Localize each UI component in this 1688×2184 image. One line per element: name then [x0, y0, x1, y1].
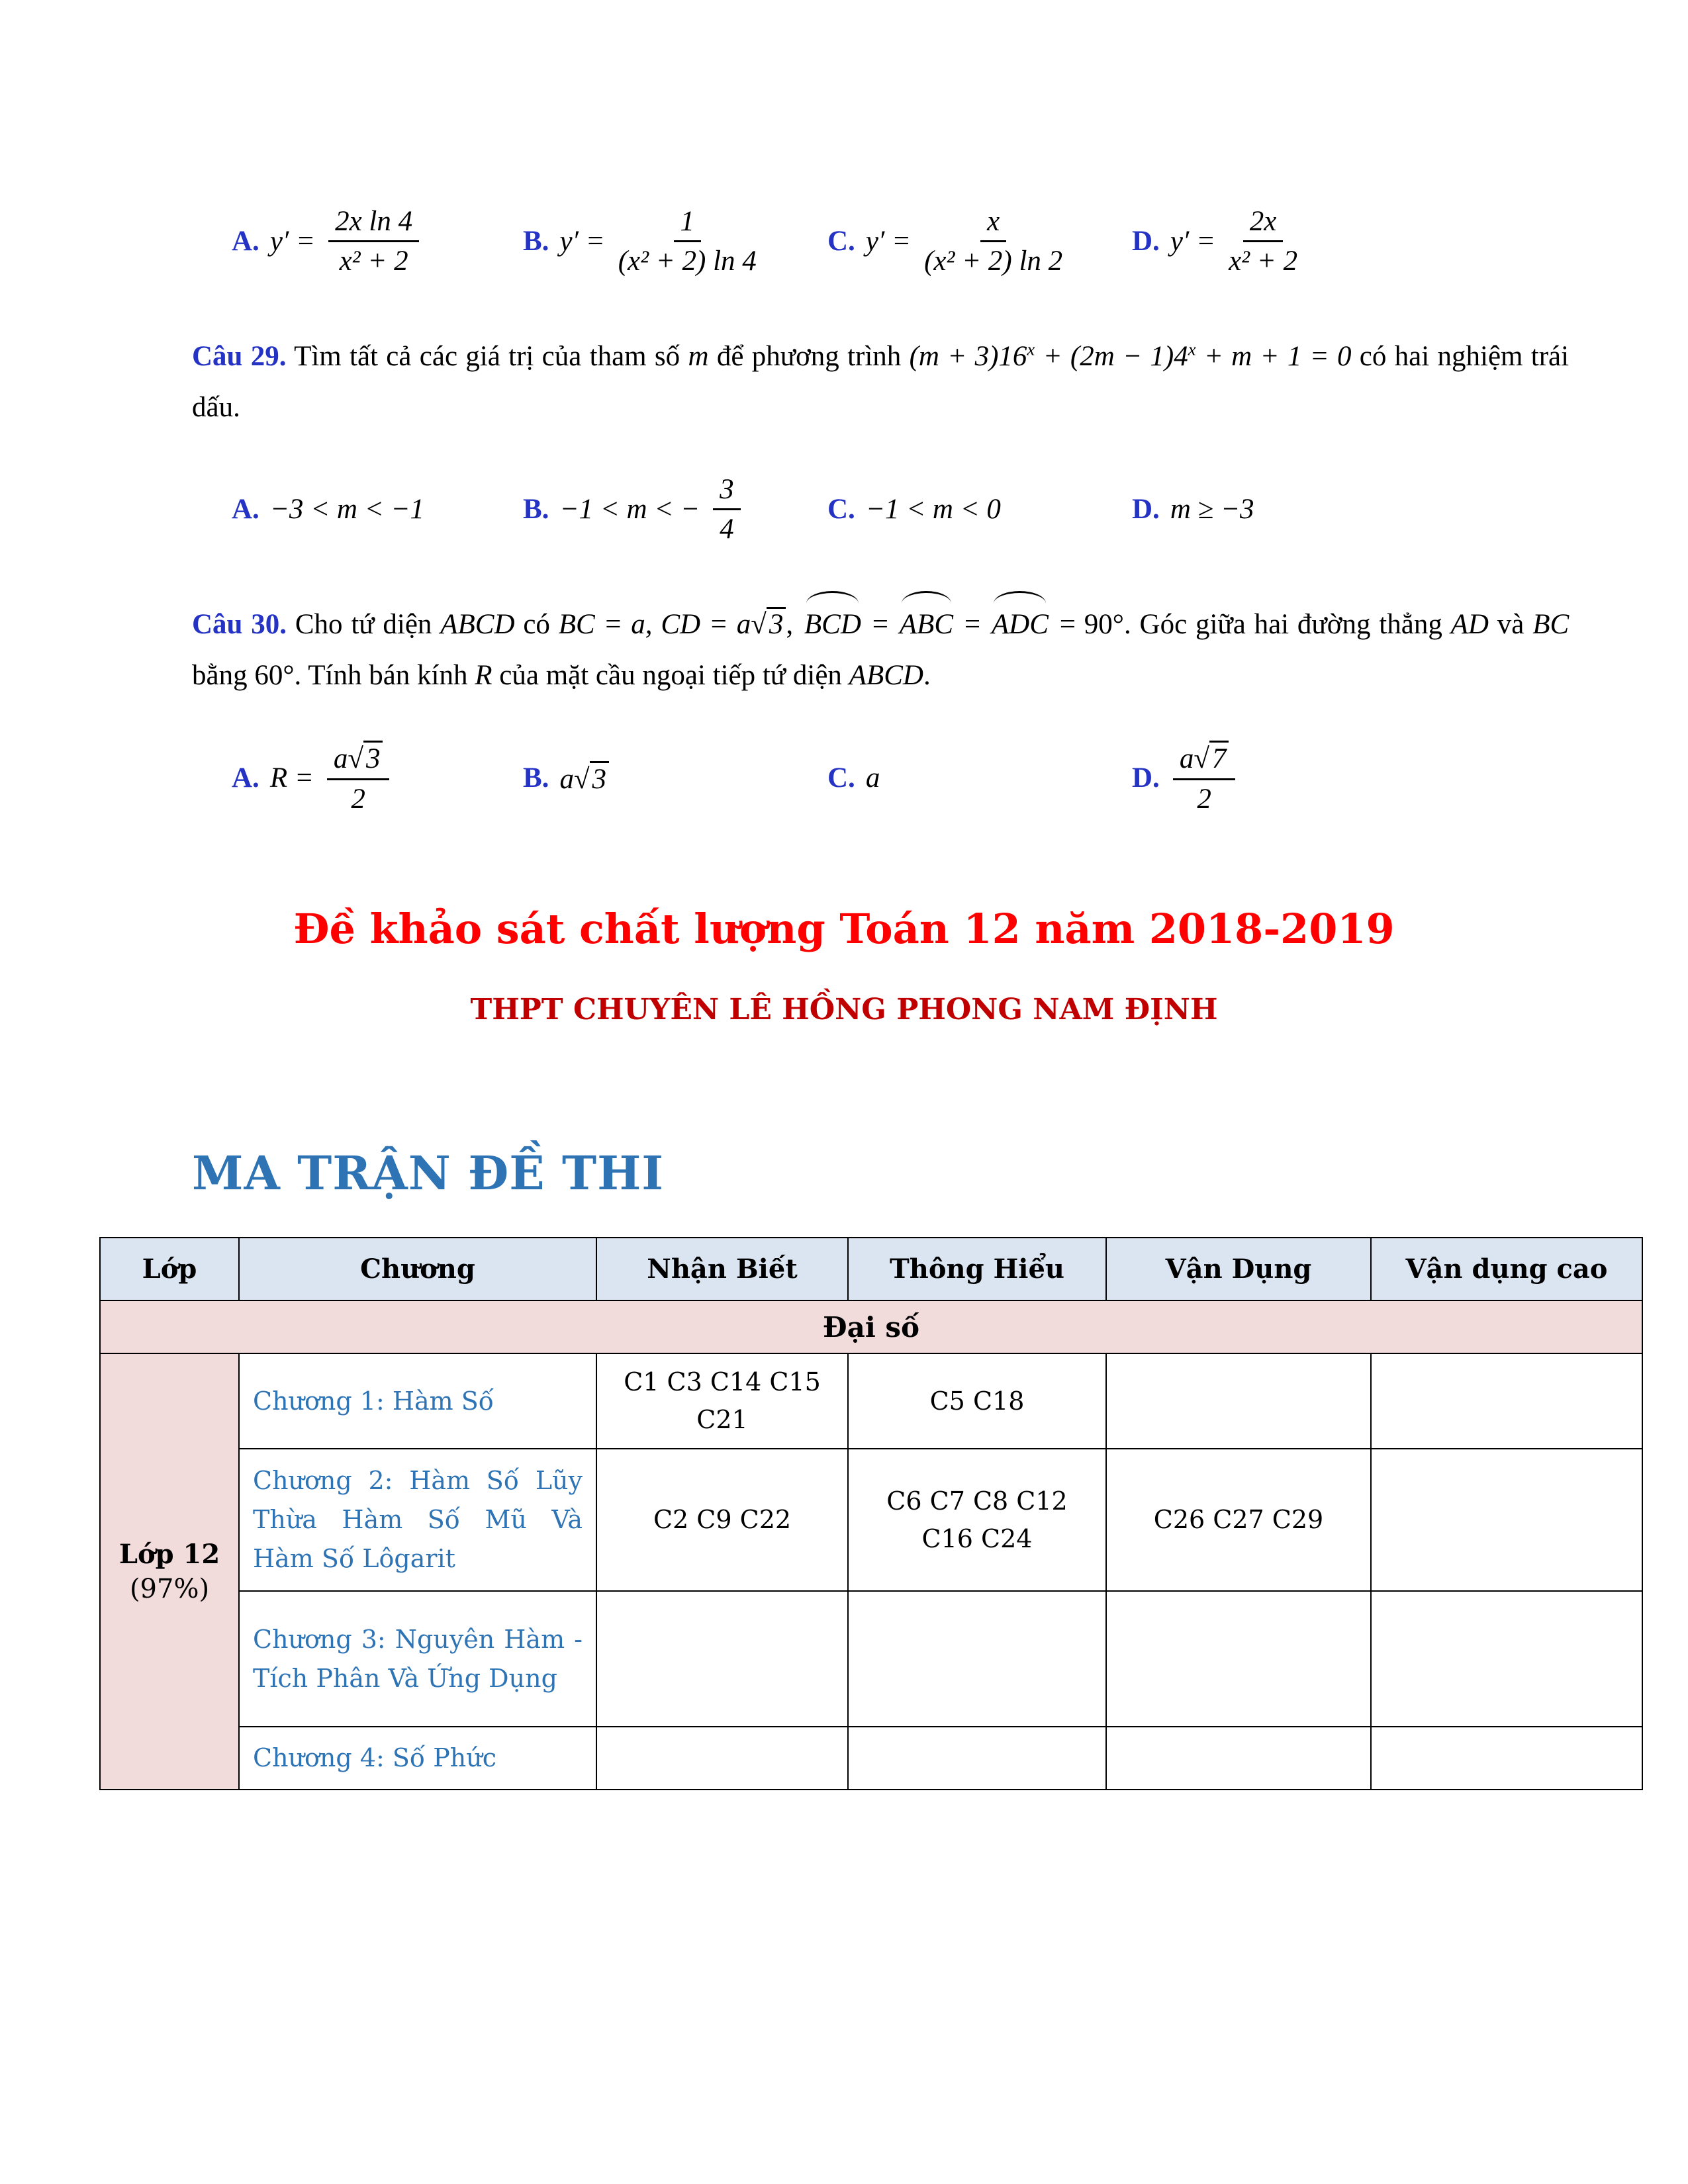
table-row	[100, 1449, 1642, 1591]
q30-option-c	[827, 762, 1132, 794]
van-dung-cell: C26 C27 C29	[1106, 1449, 1371, 1591]
q30-option-b	[523, 761, 827, 796]
fraction-denominator: x² + 2	[1229, 246, 1298, 277]
col-header-nhan-biet: Nhận Biết	[596, 1238, 848, 1300]
question-30-body: Góc giữa hai đường thẳng	[1139, 608, 1442, 640]
table-row	[100, 1591, 1642, 1727]
q29-options-row	[192, 473, 1569, 546]
q30-options-row	[192, 741, 1569, 815]
document-title: Đề khảo sát chất lượng Toán 12 năm 2018-2019	[293, 905, 1395, 954]
class-name: Lớp 12	[118, 1539, 220, 1570]
fraction-denominator: (x² + 2) ln 4	[618, 246, 757, 277]
q29-option-c	[827, 493, 1132, 525]
equals-sign: =	[964, 608, 981, 640]
question-29-body: để phương trình	[716, 340, 902, 372]
matrix-table	[99, 1237, 1643, 1790]
fraction-denominator: 4	[720, 514, 734, 545]
option-letter: B.	[523, 226, 549, 257]
option-letter: A.	[232, 762, 259, 794]
radicand: 3	[767, 607, 786, 640]
question-30-body: bằng 60°. Tính bán kính	[192, 659, 468, 691]
fraction-denominator: 2	[351, 783, 365, 815]
matrix-section-heading: MA TRẬN ĐỀ THI	[192, 1146, 664, 1201]
fraction	[618, 205, 757, 278]
chapter-3-cell: Chương 3: Nguyên Hàm - Tích Phân Và Ứng Dụng	[239, 1591, 596, 1727]
question-29-body: có hai nghiệm trái dấu.	[192, 340, 1570, 424]
van-dung-cao-cell	[1371, 1353, 1642, 1449]
coefficient: a	[559, 763, 574, 795]
questions-section	[0, 0, 1688, 815]
question-30-body: của mặt cầu ngoại tiếp tứ diện	[499, 659, 842, 691]
coefficient: a	[1179, 743, 1194, 775]
table-section-row	[100, 1300, 1642, 1353]
sqrt-icon: √	[573, 763, 590, 795]
punctuation: .	[923, 659, 931, 691]
radicand: 3	[363, 741, 383, 775]
nhan-biet-cell	[596, 1727, 848, 1790]
equation-part: (m + 3)16	[909, 340, 1027, 372]
van-dung-cell	[1106, 1727, 1371, 1790]
q29-option-a	[232, 493, 523, 525]
option-lead: y′ =	[1170, 226, 1216, 257]
fraction	[924, 205, 1062, 278]
question-30-text	[192, 599, 1569, 702]
punctuation: ,	[786, 608, 794, 640]
nhan-biet-cell: C2 C9 C22	[596, 1449, 848, 1591]
option-lead: −1 < m < −	[559, 494, 700, 525]
option-value: −3 < m < −1	[269, 494, 424, 525]
question-30-body: và	[1497, 608, 1524, 640]
sqrt-expression	[559, 761, 609, 796]
option-letter: B.	[523, 494, 549, 525]
q29-option-d	[1132, 493, 1569, 525]
thong-hieu-cell	[848, 1727, 1106, 1790]
fraction-numerator: 1	[674, 205, 702, 242]
chapter-2-cell: Chương 2: Hàm Số Lũy Thừa Hàm Số Mũ Và Hàm Số Lôgarit	[239, 1449, 596, 1591]
van-dung-cell	[1106, 1353, 1371, 1449]
q30-option-d	[1132, 741, 1569, 815]
q29-option-b	[523, 473, 827, 546]
van-dung-cao-cell	[1371, 1727, 1642, 1790]
section-label-dai-so: Đại số	[100, 1300, 1642, 1353]
fraction-denominator: x² + 2	[339, 246, 408, 277]
equation-part: + (2m − 1)4	[1043, 340, 1188, 372]
fraction-denominator: (x² + 2) ln 2	[924, 246, 1063, 277]
line-bc: BC	[1532, 608, 1570, 640]
angle-adc: ADC	[992, 599, 1049, 650]
question-29-body: Tìm tất cả các giá trị của tham số	[294, 340, 680, 372]
fraction-numerator	[327, 741, 390, 780]
fraction-numerator: 3	[713, 473, 741, 510]
question-30-body: Cho tứ diện	[295, 608, 432, 640]
tetrahedron-name: ABCD	[849, 659, 923, 691]
variable-r: R	[475, 659, 492, 691]
angle-value: = 90°.	[1059, 608, 1131, 640]
van-dung-cell	[1106, 1591, 1371, 1727]
angle-abc: ABC	[900, 599, 953, 650]
fraction-numerator: x	[980, 205, 1006, 242]
exponent: x	[1027, 339, 1035, 359]
thong-hieu-cell: C6 C7 C8 C12 C16 C24	[848, 1449, 1106, 1591]
exponent: x	[1188, 339, 1196, 359]
nhan-biet-cell: C1 C3 C14 C15 C21	[596, 1353, 848, 1449]
option-value: a	[865, 762, 880, 794]
q30-option-a	[232, 741, 523, 815]
col-header-chuong: Chương	[239, 1238, 596, 1300]
equation-part: + m + 1 = 0	[1203, 340, 1352, 372]
col-header-van-dung: Vận Dụng	[1106, 1238, 1371, 1300]
question-30-body: có	[523, 608, 550, 640]
table-header-row	[100, 1238, 1642, 1300]
fraction-numerator: 2x	[1243, 205, 1284, 242]
fraction-numerator: 2x ln 4	[328, 205, 419, 242]
class-percent: (97%)	[129, 1574, 210, 1605]
option-letter: C.	[827, 226, 855, 257]
option-letter: B.	[523, 762, 549, 794]
question-30-label: Câu 30.	[192, 608, 287, 640]
col-header-lop: Lớp	[100, 1238, 239, 1300]
tetrahedron-name: ABCD	[440, 608, 515, 640]
class-cell	[100, 1353, 239, 1790]
fraction	[713, 473, 741, 546]
option-letter: C.	[827, 494, 855, 525]
option-letter: C.	[827, 762, 855, 794]
col-header-van-dung-cao: Vận dụng cao	[1371, 1238, 1642, 1300]
van-dung-cao-cell	[1371, 1591, 1642, 1727]
thong-hieu-cell	[848, 1591, 1106, 1727]
option-value: −1 < m < 0	[865, 494, 1001, 525]
option-letter: A.	[232, 494, 259, 525]
fraction	[1173, 741, 1236, 815]
angle-bcd: BCD	[804, 599, 861, 650]
option-lead: y′ =	[865, 226, 912, 257]
line-ad: AD	[1450, 608, 1489, 640]
option-letter: D.	[1132, 226, 1160, 257]
equation	[910, 341, 1352, 372]
q28-option-d	[1132, 205, 1569, 278]
thong-hieu-cell: C5 C18	[848, 1353, 1106, 1449]
coefficient: a	[333, 743, 348, 775]
radicand: 7	[1209, 741, 1229, 775]
option-lead: y′ =	[269, 226, 316, 257]
sqrt-icon: √	[751, 608, 767, 640]
variable-m: m	[688, 340, 709, 372]
fraction	[328, 205, 419, 278]
question-29-label: Câu 29.	[192, 340, 287, 372]
fraction	[1229, 205, 1297, 278]
fraction	[327, 741, 390, 815]
q28-option-c	[827, 205, 1132, 278]
option-letter: D.	[1132, 494, 1160, 525]
q28-option-a	[232, 205, 523, 278]
sqrt-icon: √	[1194, 743, 1209, 775]
document-subtitle: THPT CHUYÊN LÊ HỒNG PHONG NAM ĐỊNH	[470, 993, 1218, 1027]
question-29-text	[192, 331, 1569, 433]
option-value: m ≥ −3	[1170, 494, 1254, 525]
option-lead: y′ =	[559, 226, 605, 257]
van-dung-cao-cell	[1371, 1449, 1642, 1591]
chapter-1-cell: Chương 1: Hàm Số	[239, 1353, 596, 1449]
option-lead: R =	[269, 762, 314, 794]
table-row	[100, 1353, 1642, 1449]
radicand: 3	[590, 761, 610, 796]
sqrt-icon: √	[348, 743, 363, 775]
edge-lengths: BC = a, CD = a	[558, 608, 751, 640]
equals-sign: =	[872, 608, 888, 640]
q28-options-row	[192, 205, 1569, 278]
fraction-denominator: 2	[1197, 783, 1211, 815]
table-row	[100, 1727, 1642, 1790]
nhan-biet-cell	[596, 1591, 848, 1727]
option-letter: D.	[1132, 762, 1160, 794]
fraction-numerator	[1173, 741, 1236, 780]
option-letter: A.	[232, 226, 259, 257]
chapter-4-cell: Chương 4: Số Phức	[239, 1727, 596, 1790]
col-header-thong-hieu: Thông Hiểu	[848, 1238, 1106, 1300]
q28-option-b	[523, 205, 827, 278]
